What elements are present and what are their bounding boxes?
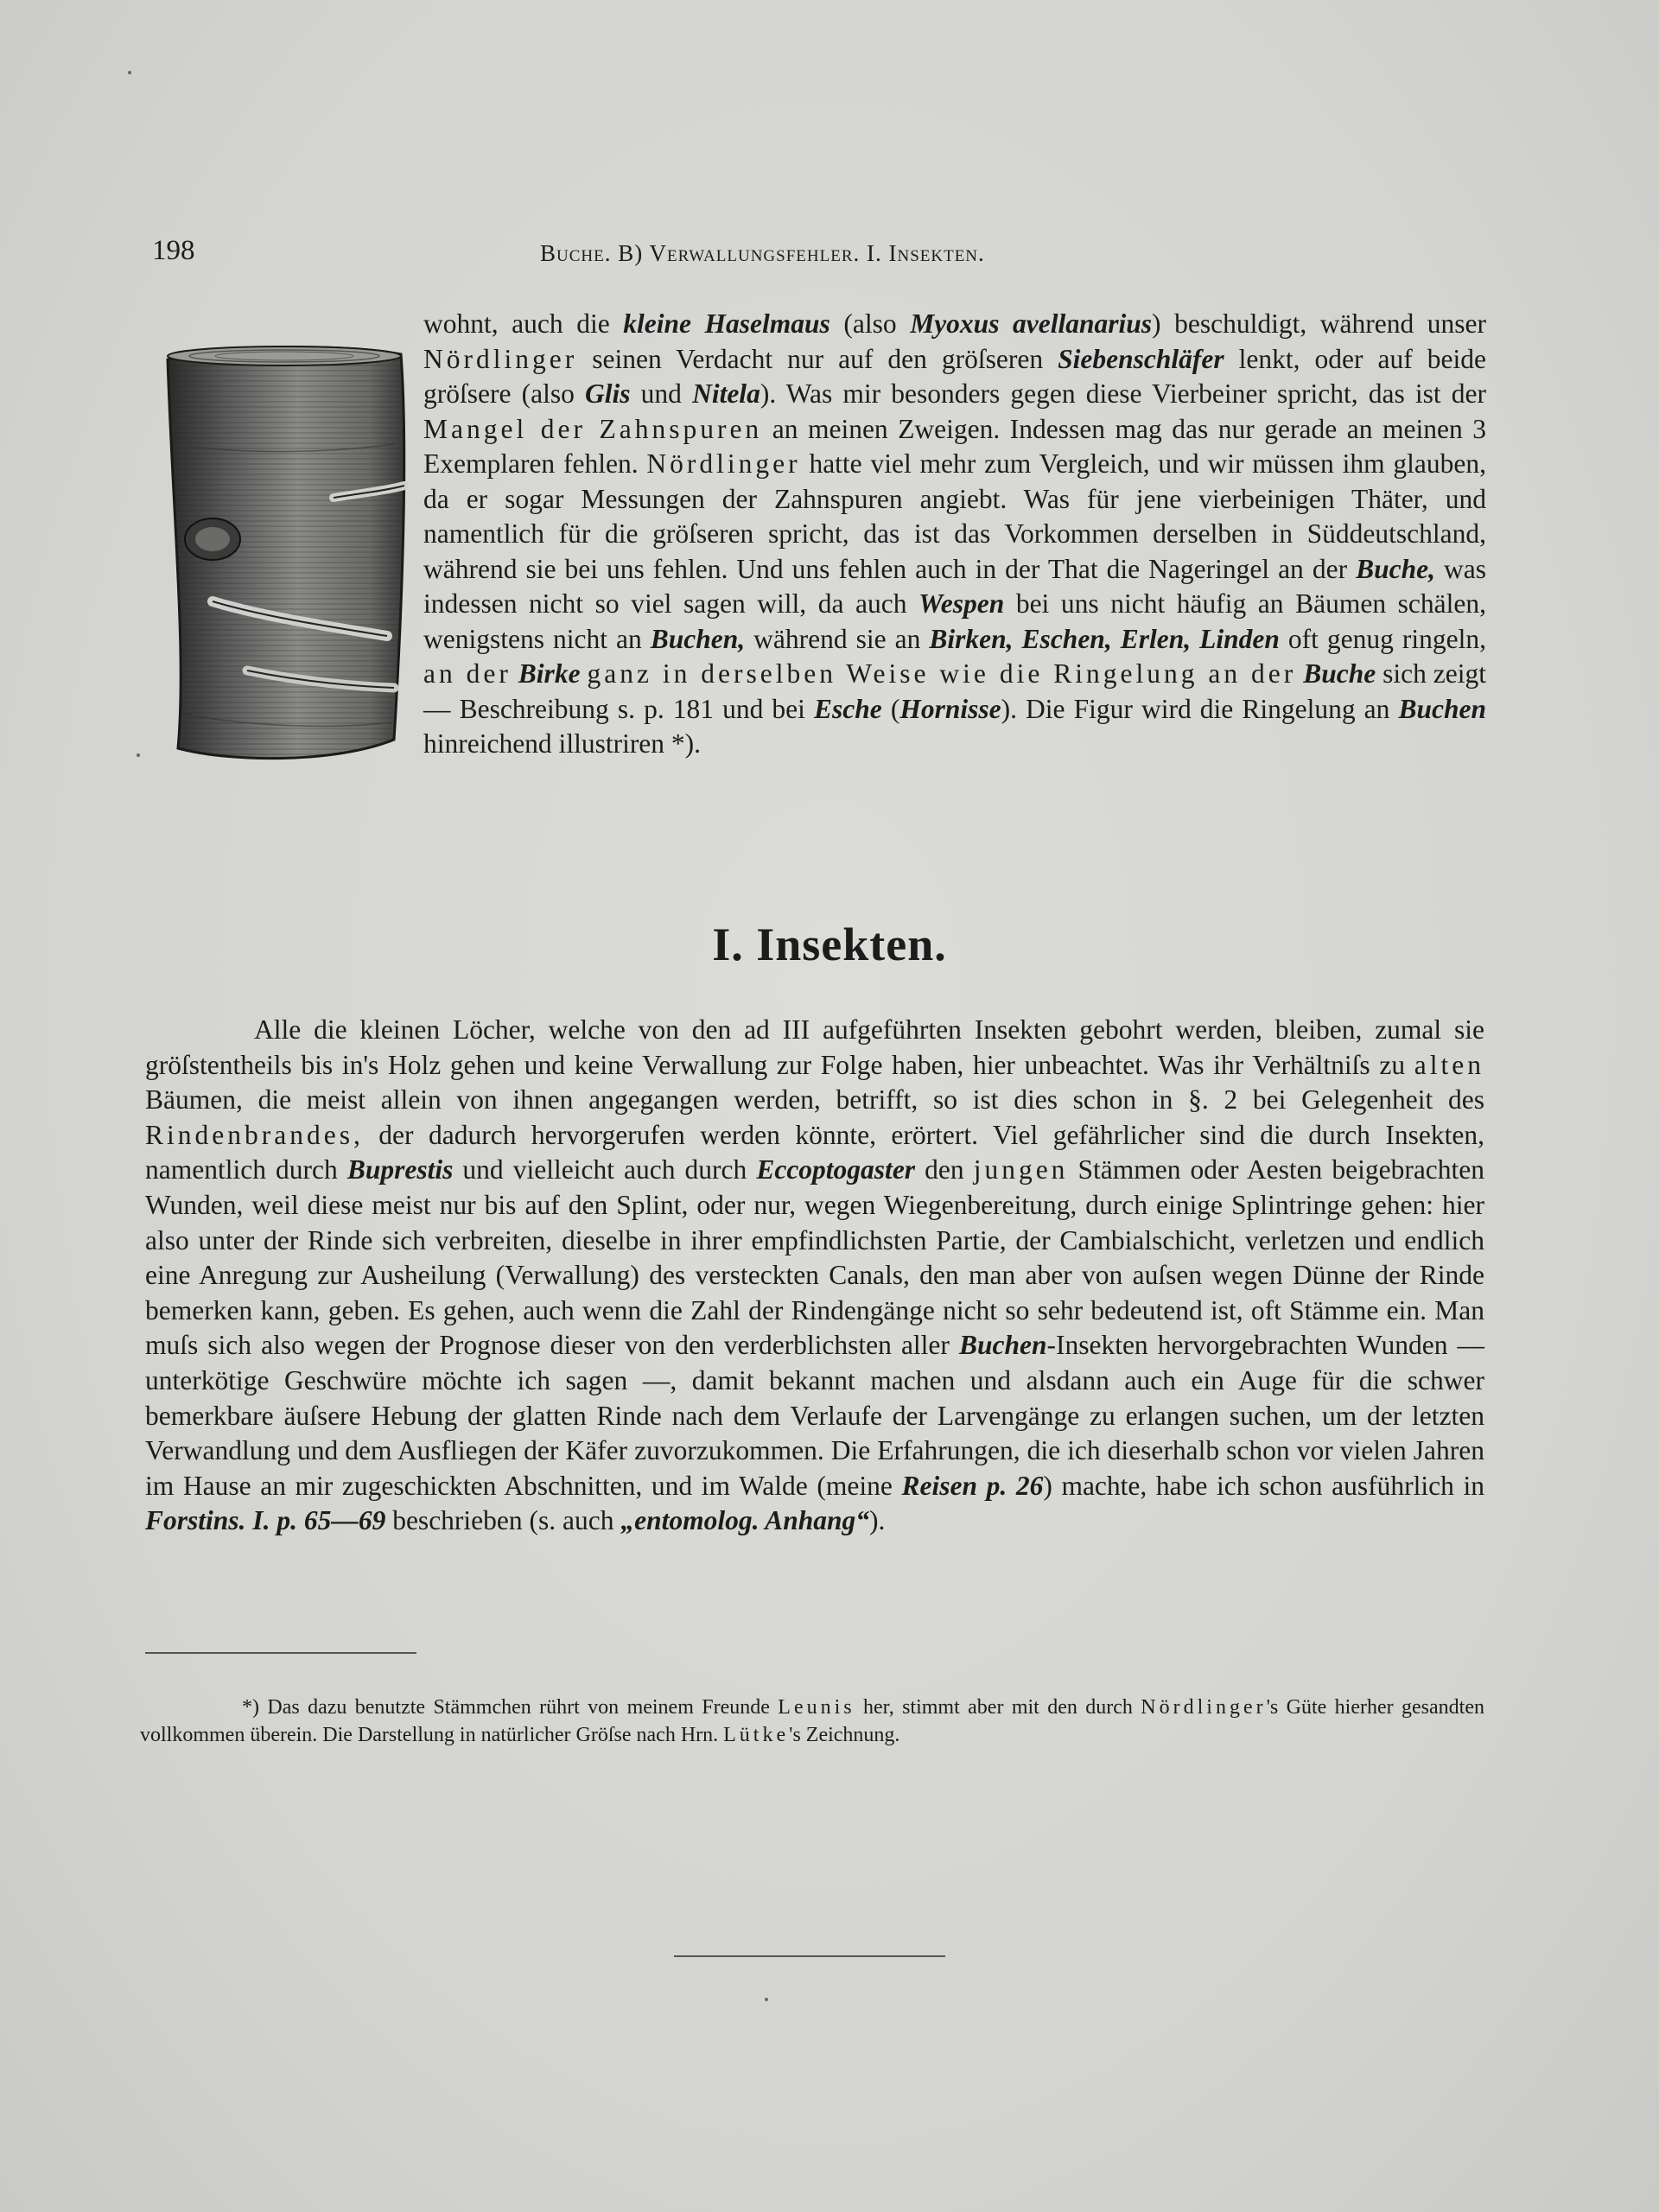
text-run: und vielleicht auch durch xyxy=(453,1154,757,1185)
text-run: seinen Verdacht nur auf den gröſseren xyxy=(577,343,1058,374)
text-run: ). xyxy=(869,1505,886,1536)
text-run: während sie an xyxy=(745,623,930,654)
text-run: (also xyxy=(830,308,911,339)
text-run: ). Die Figur wird die Ringelung an xyxy=(1001,693,1399,724)
text-run: Stämmen oder Aesten beigebrachten Wunden, weil diese meist nur bis auf den Splint, oder nur, wegen Wiegenbereitung, durch einige Splintringe gehen: hier also unter der Rinde sich verbreiten, dieselbe in ihrer empfindlichsten Partie, der Cambialschicht, verletzen und endlich eine Anregung zur Ausheilung (Verwallung) des versteckten Canals, den man aber von auſsen wegen Dünne der Rinde bemerken kann, geben. Es gehen, auch wenn die Zahl der Rindengänge nicht so sehr bedeutend ist, oft Stämme ein. Man muſs sich also wegen der Prognose dieser von den verderblichsten aller xyxy=(145,1154,1485,1361)
italic-run: Birken, Eschen, Erlen, Linden xyxy=(929,623,1280,654)
text-run: Alle die kleinen Löcher, welche von den ad III aufgeführten Insekten gebohrt werden, bleiben, zumal sie gröſstentheils bis in's Holz gehen und keine Verwallung zur Folge haben, hier unbeachtet. Was ihr Verhältniſs zu xyxy=(145,1014,1484,1080)
italic-run: Buche xyxy=(1303,658,1376,689)
text-run xyxy=(512,658,518,689)
spaced-name: Nördlinger xyxy=(1141,1696,1267,1719)
end-divider xyxy=(674,1955,945,1957)
text-run: sich zeigt — Beschreibung s. p. 181 und bei xyxy=(423,658,1486,724)
text-run: den xyxy=(915,1154,974,1185)
running-head-title: Buche. B) Verwallungsfehler. I. Insekten. xyxy=(540,240,985,266)
footnote xyxy=(140,1694,1484,1749)
spaced-run: Rindenbrandes, xyxy=(145,1119,364,1150)
italic-run: Siebenschläfer xyxy=(1058,343,1224,374)
text-run: an meinen Zweigen. Indessen mag das nur gerade an meinen 3 Exemplaren fehlen. xyxy=(423,413,1486,479)
spaced-run: ganz in derselben Weise wie die Ringelung an der xyxy=(587,658,1297,689)
section-paragraph xyxy=(145,1013,1484,1539)
spaced-run: Mangel der Zahnspuren xyxy=(423,413,763,444)
italic-run: Eccoptogaster xyxy=(756,1154,916,1185)
text-run: hatte viel mehr zum Vergleich, und wir müssen ihm glauben, da er sogar Messungen der Zahnspuren angiebt. Was für jene vierbeinigen Thäter, und namentlich für die gröſseren spricht, das ist das Vorkommen derselben in Süddeutschland, während sie bei uns fehlen. Und uns fehlen auch in der That die Nageringel an der xyxy=(423,448,1486,584)
text-run: was indessen nicht so viel sagen will, da auch xyxy=(423,553,1486,619)
spaced-run: alten xyxy=(1414,1049,1484,1080)
text-run: ). Was mir besonders gegen diese Vierbeiner spricht, das ist der xyxy=(760,378,1487,409)
italic-run: Hornisse xyxy=(899,693,1001,724)
italic-run: Myoxus avellanarius xyxy=(910,308,1153,339)
italic-run: Forstins. I. p. 65—69 xyxy=(145,1505,386,1536)
text-run: 's Güte hierher gesandten vollkommen überein. Die Darstellung in natürlicher Gröſse nach Hrn. xyxy=(140,1696,1484,1746)
italic-run: Buchen xyxy=(958,1330,1047,1361)
italic-run: Reisen p. 26 xyxy=(901,1470,1044,1501)
text-run: lenkt, oder auf beide gröſsere (also xyxy=(423,343,1487,409)
text-run: ) machte, habe ich schon ausführlich in xyxy=(1043,1470,1484,1501)
spaced-name: Nördlinger xyxy=(423,343,578,374)
italic-run: Buprestis xyxy=(346,1154,454,1185)
text-run: ( xyxy=(881,693,900,724)
footnote-divider xyxy=(145,1652,416,1654)
text-run: bei uns nicht häufig an Bäumen schälen, wenigstens nicht an xyxy=(423,588,1486,654)
italic-run: Buchen xyxy=(1398,693,1486,724)
italic-run: Glis xyxy=(585,378,631,409)
intro-paragraph xyxy=(423,307,1486,762)
text-run: her, stimmt aber mit den durch xyxy=(855,1696,1141,1719)
italic-run: Esche xyxy=(814,693,882,724)
section-heading: I. Insekten. xyxy=(712,918,947,970)
spaced-run: an der xyxy=(423,658,512,689)
italic-run: Birke xyxy=(518,658,581,689)
paper-speck xyxy=(137,753,140,757)
paper-speck xyxy=(128,71,131,74)
italic-run: Buche, xyxy=(1356,553,1435,584)
italic-run: Nitela xyxy=(692,378,760,409)
spaced-run: jungen xyxy=(973,1154,1069,1185)
paper-speck xyxy=(765,1998,768,2001)
italic-run: Wespen xyxy=(918,588,1005,619)
text-run: beschrieben (s. auch xyxy=(385,1505,621,1536)
beech-stem-illustration xyxy=(161,342,411,766)
spaced-name: Lütke xyxy=(723,1724,790,1746)
beech-stem-icon xyxy=(161,342,411,766)
text-run: *) Das dazu benutzte Stämmchen rührt von meinem Freunde xyxy=(242,1696,779,1719)
text-run: hinreichend illustriren *). xyxy=(423,728,702,759)
text-run xyxy=(1296,658,1303,689)
text-run: wohnt, auch die xyxy=(423,308,624,339)
text-run: oft genug ringeln, xyxy=(1279,623,1487,654)
text-run: und xyxy=(630,378,693,409)
spaced-name: Leunis xyxy=(778,1696,855,1719)
running-head xyxy=(147,235,1486,273)
spaced-name: Nördlinger xyxy=(646,448,801,479)
page-number: 198 xyxy=(152,235,195,266)
text-run: -Insekten hervorgebrachten Wunden — unterkötige Geschwüre möchte ich sagen —, damit bekannt machen und alsdann auch ein Auge für die schwer bemerkbare äuſsere Hebung der glatten Rinde nach dem Verlaufe der Larvengänge zu erlangen suchen, um der letzten Verwandlung und dem Ausfliegen der Käfer zuvorzukommen. Die Erfahrungen, die ich dieserhalb schon vor vielen Jahren im Hause an mir zugeschickten Abschnitten, und im Walde (meine xyxy=(145,1330,1484,1501)
italic-run: „entomolog. Anhang“ xyxy=(620,1505,869,1536)
italic-run: kleine Haselmaus xyxy=(623,308,830,339)
text-run: Bäumen, die meist allein von ihnen angegangen werden, betrifft, so ist dies schon in §. 2 bei Gelegenheit des xyxy=(145,1084,1484,1116)
text-run: ) beschuldigt, während unser xyxy=(1152,308,1486,339)
text-run: der dadurch hervorgerufen werden könnte, erörtert. Viel gefährlicher sind die durch Insekten, namentlich durch xyxy=(145,1119,1484,1185)
text-run: 's Zeichnung. xyxy=(789,1724,900,1746)
italic-run: Buchen, xyxy=(650,623,746,654)
